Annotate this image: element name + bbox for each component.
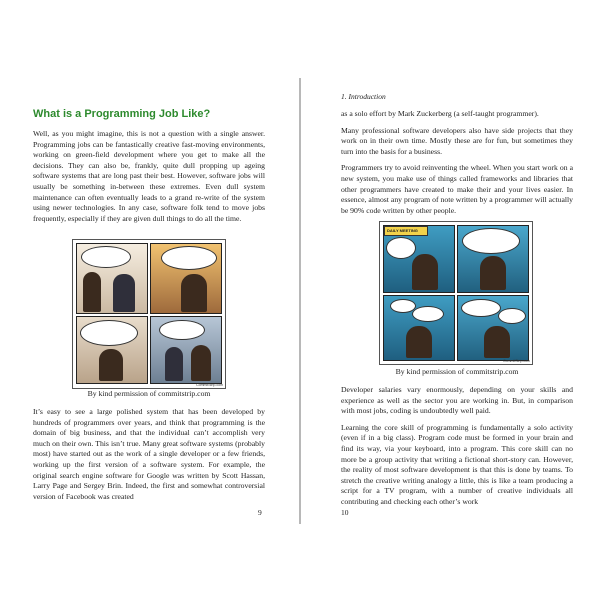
comic-panel bbox=[457, 225, 529, 293]
paragraph: Well, as you might imagine, this is not a question with a single answer. Programming jobs can be fantastically creative fast-moving environments, working on green-field development where you get to make all the decisions. They can also be, frankly, quite dull propping up ageing software systems that are long past their best. However, software jobs will usually be something in-between these extremes. Even dull system maintenance can often eventually leads to a grand re-write of the system using newer technologies. In any case, software folk tend to move jobs frequently, especially if they are given dull things to do all the time. bbox=[33, 129, 265, 223]
paragraph: Programmers try to avoid reinventing the wheel. When you start work on a new system, you make use of things called frameworks and libraries that other programmers have created to make their and your lives easier. In essence, almost any program of note written by a programmer will actually be 90% code written by other people. bbox=[341, 163, 573, 215]
page-number: 9 bbox=[258, 508, 262, 517]
comic-panel bbox=[457, 295, 529, 361]
comic-credit: CommitStrip.com bbox=[196, 383, 223, 387]
speech-bubble bbox=[412, 306, 444, 322]
right-page bbox=[301, 78, 600, 524]
left-intro-text bbox=[33, 129, 265, 230]
comic-strip-right bbox=[379, 221, 533, 365]
speech-bubble bbox=[161, 246, 217, 270]
comic-panel bbox=[150, 243, 222, 314]
speech-bubble bbox=[461, 299, 501, 317]
paragraph: Developer salaries vary enormously, depending on your skills and experience as well as the sector you are working in. But, in comparison with most jobs, coding is undoubtedly well paid. bbox=[341, 385, 573, 416]
left-page bbox=[0, 78, 300, 524]
paragraph: Many professional software developers also have side projects that they work on in their own time. Mostly these are for fun, but sometimes they turn into the basis for a business. bbox=[341, 125, 573, 156]
speech-bubble bbox=[498, 308, 526, 324]
comic-panel bbox=[76, 316, 148, 384]
right-body-text bbox=[341, 385, 573, 514]
comic-panel bbox=[383, 225, 455, 293]
comic-strip-left bbox=[72, 239, 226, 389]
left-body-text bbox=[33, 407, 265, 508]
speech-bubble bbox=[462, 228, 520, 254]
book-spread bbox=[0, 78, 600, 524]
paragraph: as a solo effort by Mark Zuckerberg (a self-taught programmer). bbox=[341, 109, 539, 118]
comic-panel bbox=[150, 316, 222, 384]
page-number: 10 bbox=[341, 508, 349, 517]
speech-bubble bbox=[81, 246, 131, 268]
paragraph: Learning the core skill of programming is fundamentally a solo activity (even if in a big class). Program code must be formed in your brain and find its way, via your keyboard, into a program. This core skill can no more be a group activity that writing a fictional short-story can. However, the reality of most software development is that this is done by teams. To stretch the creative writing analogy a little, this is like a team producing a script for a TV program, with a number of creative individuals all contributing and checking each other’s work bbox=[341, 422, 573, 506]
paragraph: It’s easy to see a large polished system that has been developed by hundreds of programmers over years, and think that programming is the domain of big business, and that the individual can’t accomplish very much on their own. This isn’t true. Many great software systems (probably most) have started out as the work of a single developer or a few friends, working up the first version of a software system. For example, the original search engine software for Google was written by Scott Hassan, Larry Page and Sergey Brin. Indeed, the first and somewhat controversial version of Facebook was created bbox=[33, 407, 265, 501]
comic-panel bbox=[383, 295, 455, 361]
comic-panel bbox=[76, 243, 148, 314]
comic-credit: CommitStrip.com bbox=[503, 359, 530, 363]
speech-bubble bbox=[386, 237, 416, 259]
figure-caption: By kind permission of commitstrip.com bbox=[87, 389, 211, 398]
section-heading: What is a Programming Job Like? bbox=[33, 108, 211, 120]
right-top-text bbox=[341, 109, 573, 222]
speech-bubble bbox=[80, 320, 138, 346]
comic-tag-label: DAILY MEETING bbox=[387, 228, 418, 233]
comic-tag bbox=[384, 226, 428, 236]
running-header: 1. Introduction bbox=[341, 92, 386, 101]
speech-bubble bbox=[159, 320, 205, 340]
figure-caption: By kind permission of commitstrip.com bbox=[395, 367, 519, 376]
